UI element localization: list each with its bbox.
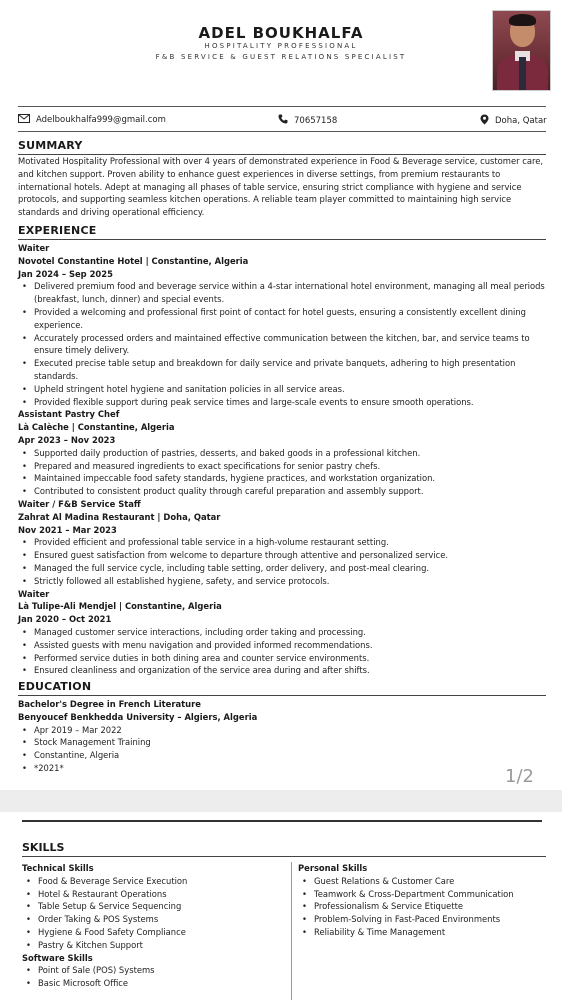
summary-text: Motivated Hospitality Professional with over 4 years of demonstrated experience in Food & Beverage service, customer care, and kitchen support. Proven ability to enhance guest experiences in diverse settings, from premium restaurants to international hotels. Adept at managing all phases of table service, ensuring strict compliance with hygiene and service protocols, and supporting seamless kitchen operations. A reliable team player committed to maintaining high service standards and driving operational efficiency.	[18, 156, 544, 218]
sub-headline: F&B SERVICE & GUEST RELATIONS SPECIALIST	[155, 53, 407, 61]
contact-bar	[18, 112, 546, 128]
list-item: • Table Setup & Service Sequencing	[22, 900, 288, 913]
list-item: • Provided a welcoming and professional first point of contact for hotel guests, ensuring a consistently excellent dining experience.	[18, 306, 546, 332]
list-item: • Reliability & Time Management	[298, 926, 546, 939]
job-bullets	[18, 626, 546, 677]
list-item: • Contributed to consistent product quality through careful preparation and assembly support.	[18, 485, 546, 498]
list-item: • Delivered premium food and beverage service within a 4-star international hotel environment, managing all meal periods (breakfast, lunch, dinner) and special events.	[18, 280, 546, 306]
job-role: Waiter	[18, 243, 50, 253]
job-entry	[18, 498, 546, 588]
list-item: • Problem-Solving in Fast-Paced Environments	[298, 913, 546, 926]
list-item: • Order Taking & POS Systems	[22, 913, 288, 926]
job-role: Waiter / F&B Service Staff	[18, 498, 141, 509]
job-bullets	[18, 447, 546, 498]
list-item: • Assisted guests with menu navigation and provided informed recommendations.	[18, 639, 546, 652]
page-top-divider	[22, 820, 542, 822]
headline: HOSPITALITY PROFESSIONAL	[204, 42, 358, 50]
skills-right-column	[298, 862, 546, 939]
contact-location	[480, 114, 547, 128]
location-pin-icon	[480, 114, 489, 128]
resume-header	[0, 0, 562, 100]
list-item: • Basic Microsoft Office	[22, 977, 288, 990]
location-text: Doha, Qatar	[495, 116, 547, 126]
list-item: • Hotel & Restaurant Operations	[22, 888, 288, 901]
job-company: Là Tulipe-Ali Mendjel | Constantine, Algeria	[18, 601, 222, 612]
skills-divider	[22, 856, 546, 857]
education-entry	[18, 698, 546, 775]
contact-email[interactable]	[18, 114, 166, 126]
experience-heading: EXPERIENCE	[18, 224, 97, 237]
experience-divider	[18, 239, 546, 240]
list-item: • Food & Beverage Service Execution	[22, 875, 288, 888]
list-item: • Prepared and measured ingredients to exact specifications for senior pastry chefs.	[18, 460, 546, 473]
list-item: • Constantine, Algeria	[18, 749, 546, 762]
job-dates: Apr 2023 – Nov 2023	[18, 434, 116, 445]
list-item: • Teamwork & Cross-Department Communication	[298, 888, 546, 901]
list-item: • Maintained impeccable food safety standards, hygiene practices, and workstation organization.	[18, 472, 546, 485]
summary-heading: SUMMARY	[18, 139, 83, 152]
phone-icon	[278, 114, 288, 127]
personal-skills-heading: Personal Skills	[298, 863, 368, 873]
job-entry	[18, 408, 546, 498]
technical-skills-list	[22, 875, 288, 952]
education-heading: EDUCATION	[18, 680, 92, 693]
degree: Bachelor's Degree in French Literature	[18, 699, 201, 709]
contact-phone[interactable]	[278, 114, 337, 127]
job-dates: Jan 2020 – Oct 2021	[18, 614, 112, 625]
job-dates: Jan 2024 – Sep 2025	[18, 268, 113, 279]
profile-photo	[492, 10, 551, 91]
phone-text: 70657158	[294, 115, 338, 126]
list-item: • Provided flexible support during peak service times and large-scale events to ensure smooth operations.	[18, 396, 546, 409]
job-bullets	[18, 280, 546, 408]
list-item: • Ensured cleanliness and organization of the service area during and after shifts.	[18, 664, 546, 677]
list-item: • Managed customer service interactions, including order taking and processing.	[18, 626, 546, 639]
list-item: • Pastry & Kitchen Support	[22, 939, 288, 952]
school: Benyoucef Benkhedda University – Algiers, Algeria	[18, 711, 258, 722]
job-entry	[18, 242, 546, 408]
list-item: • Executed precise table setup and breakdown for daily service and private banquets, adhering to high presentation standards.	[18, 357, 546, 383]
skills-left-column	[22, 862, 288, 990]
list-item: • Ensured guest satisfaction from welcome to departure through attentive and personalized service.	[18, 549, 546, 562]
list-item: • *2021*	[18, 762, 546, 775]
software-skills-heading: Software Skills	[22, 952, 93, 963]
skills-heading: SKILLS	[22, 841, 65, 854]
education-divider	[18, 695, 546, 696]
job-role: Assistant Pastry Chef	[18, 409, 120, 420]
list-item: • Strictly followed all established hygiene, safety, and service protocols.	[18, 575, 546, 588]
job-dates: Nov 2021 – Mar 2023	[18, 524, 117, 535]
envelope-icon	[18, 114, 30, 126]
list-item: • Hygiene & Food Safety Compliance	[22, 926, 288, 939]
education-bullets	[18, 724, 546, 775]
list-item: • Apr 2019 – Mar 2022	[18, 724, 546, 737]
candidate-name: ADEL BOUKHALFA	[198, 24, 364, 42]
list-item: • Stock Management Training	[18, 736, 546, 749]
list-item: • Point of Sale (POS) Systems	[22, 964, 288, 977]
software-skills-list	[22, 964, 288, 990]
job-company: Zahrat Al Madina Restaurant | Doha, Qatar	[18, 511, 221, 522]
job-role: Waiter	[18, 588, 50, 599]
technical-skills-heading: Technical Skills	[22, 863, 94, 873]
list-item: • Upheld stringent hotel hygiene and sanitation policies in all service areas.	[18, 383, 546, 396]
list-item: • Supported daily production of pastries, desserts, and baked goods in a professional kitchen.	[18, 447, 546, 460]
job-company: Là Calèche | Constantine, Algeria	[18, 422, 175, 433]
list-item: • Performed service duties in both dining area and counter service environments.	[18, 652, 546, 665]
page-number: 1/2	[505, 766, 534, 787]
experience-list	[18, 242, 546, 677]
list-item: • Guest Relations & Customer Care	[298, 875, 546, 888]
list-item: • Managed the full service cycle, including table setting, order delivery, and post-meal clearing.	[18, 562, 546, 575]
job-company: Novotel Constantine Hotel | Constantine, Algeria	[18, 255, 249, 266]
header-divider	[18, 106, 546, 107]
resume-page-2	[0, 812, 562, 1000]
email-text: Adelboukhalfa999@gmail.com	[36, 115, 166, 125]
column-divider	[291, 862, 292, 1000]
list-item: • Accurately processed orders and maintained effective communication between the kitchen, bar, and service teams to ensure timely delivery.	[18, 332, 546, 358]
list-item: • Professionalism & Service Etiquette	[298, 900, 546, 913]
job-bullets	[18, 536, 546, 587]
personal-skills-list	[298, 875, 546, 939]
list-item: • Provided efficient and professional table service in a high-volume restaurant setting.	[18, 536, 546, 549]
contact-divider	[18, 131, 546, 132]
job-entry	[18, 588, 546, 678]
